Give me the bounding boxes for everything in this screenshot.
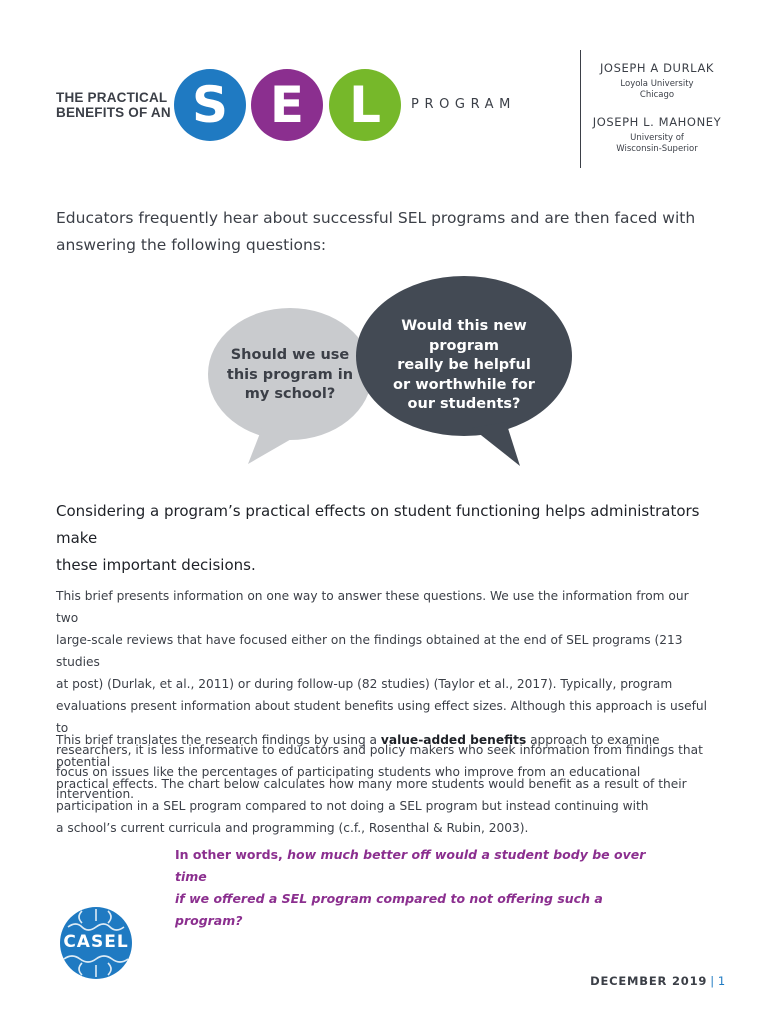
paragraph-line: participation in a SEL program compared to not doing a SEL program but instead continuing with (56, 799, 649, 813)
author-affiliation-line: University of (630, 133, 684, 143)
pull-quote (175, 844, 655, 932)
lead-line: Considering a program’s practical effects on student functioning helps administrators make (56, 502, 700, 547)
header-divider (580, 50, 581, 168)
lead-statement (56, 498, 716, 579)
paragraph-line: large-scale reviews that have focused either on the findings obtained at the end of SEL programs (213 studies (56, 633, 683, 669)
value-added-benefits-term: value-added benefits (380, 733, 527, 747)
bubble-line: this program in (226, 366, 354, 383)
bubble-line: really be helpful (397, 357, 531, 373)
footer-separator: | (710, 974, 715, 988)
sel-letter-e: E (251, 69, 323, 141)
page-footer (560, 974, 726, 988)
author-affiliation-line: Wisconsin-Superior (616, 143, 698, 154)
intro-line: answering the following questions: (56, 236, 327, 254)
paragraph-line: a school’s current curricula and programming (c.f., Rosenthal & Rubin, 2003). (56, 821, 529, 835)
casel-logo (58, 905, 134, 981)
page-number: 1 (717, 974, 726, 988)
author-mahoney (592, 115, 722, 154)
paragraph-text: approach to examine potential (56, 733, 660, 769)
program-word: PROGRAM (411, 97, 516, 112)
author-affiliation-line: Loyola University (620, 79, 694, 89)
bubble-line: or worthwhile for (393, 376, 535, 393)
doc-title-line1: THE PRACTICAL (56, 90, 168, 105)
author-name: JOSEPH L. MAHONEY (592, 115, 722, 129)
quote-line (175, 844, 655, 888)
author-durlak (592, 61, 722, 100)
quote-italic: if we offered a SEL program compared to not offering such a program? (175, 891, 603, 928)
paragraph-line: evaluations present information about student benefits using effect sizes. Although this approach is useful to (56, 699, 707, 735)
author-affiliation (592, 79, 722, 100)
paragraph-line: This brief presents information on one way to answer these questions. We use the information from our two (56, 589, 689, 625)
lead-line: these important decisions. (56, 556, 256, 574)
intro-text (56, 205, 696, 259)
author-affiliation (592, 133, 722, 154)
bubble-line: our students? (407, 396, 521, 412)
paragraph-line (56, 729, 712, 773)
doc-title (56, 90, 176, 120)
sel-letter-s: S (174, 69, 246, 141)
sel-letter-l: L (329, 69, 401, 141)
quote-lead: In other words, (175, 847, 288, 862)
intro-line: Educators frequently hear about successful SEL programs and are then faced with (56, 209, 696, 227)
author-affiliation-line: Chicago (639, 89, 675, 100)
paragraph-line: at post) (Durlak, et al., 2011) or during follow-up (82 studies) (Taylor et al., 2017). Typically, program (56, 677, 673, 691)
bubble-line: my school? (244, 386, 336, 402)
paragraph-line: practical effects. The chart below calculates how many more students would benefit as a result of their (56, 777, 687, 791)
grey-bubble-text (220, 346, 360, 405)
casel-logo-text: CASEL (63, 932, 129, 952)
paragraph-line: researchers, it is less informative to educators and policy makers who seek information from findings that (56, 743, 703, 757)
quote-line (175, 888, 655, 932)
bubble-line: Would this new program (401, 318, 527, 354)
footer-date: DECEMBER 2019 (590, 974, 708, 988)
dark-bubble-text (366, 317, 562, 415)
paragraph-line: focus on issues like the percentages of participating students who improve from an educational intervention. (56, 765, 641, 801)
paragraph-2 (56, 729, 712, 839)
quote-italic: how much better off would a student body be over time (175, 847, 646, 884)
author-name: JOSEPH A DURLAK (599, 61, 715, 75)
doc-title-line2: BENEFITS OF AN (56, 105, 171, 120)
bubble-line: Should we use (230, 347, 350, 363)
paragraph-text: This brief translates the research findings by using a (56, 733, 381, 747)
